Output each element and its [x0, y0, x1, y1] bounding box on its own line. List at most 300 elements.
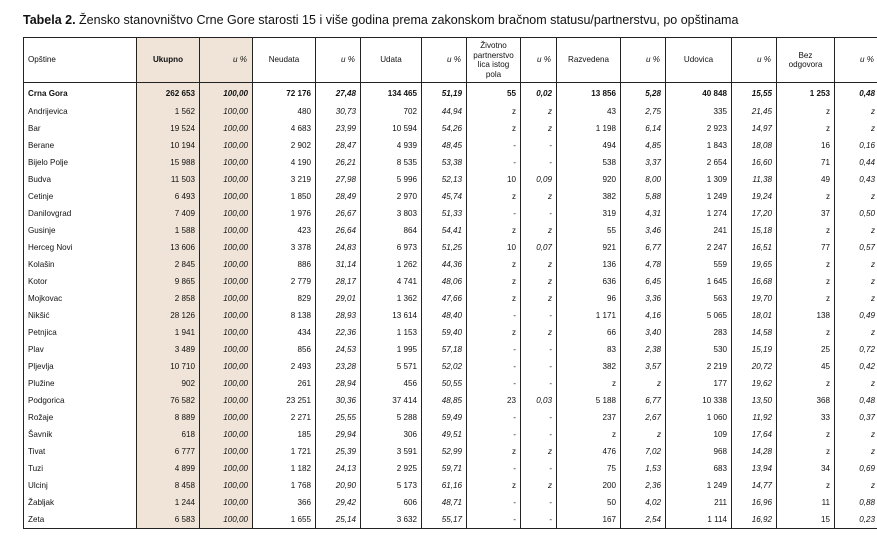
cell-bez-pct: z — [835, 273, 877, 290]
cell-bez-pct: z — [835, 120, 877, 137]
cell-razvedena: 382 — [557, 358, 621, 375]
cell-bez-odgovora: z — [777, 120, 835, 137]
cell-zivotno: - — [467, 137, 521, 154]
cell-razvedena: 921 — [557, 239, 621, 256]
cell-bez-pct: 0,44 — [835, 154, 877, 171]
cell-ukupno: 8 458 — [137, 477, 200, 494]
cell-neudata: 1 721 — [253, 443, 316, 460]
cell-ukupno: 6 777 — [137, 443, 200, 460]
cell-bez-pct: 0,48 — [835, 392, 877, 409]
cell-bez-odgovora: 71 — [777, 154, 835, 171]
cell-bez-pct: z — [835, 222, 877, 239]
cell-razvedena: 636 — [557, 273, 621, 290]
table-row — [24, 120, 877, 137]
cell-ukupno: 28 126 — [137, 307, 200, 324]
cell-udata-pct: 54,41 — [422, 222, 467, 239]
cell-udovica: 2 654 — [666, 154, 732, 171]
table-header-row — [24, 38, 877, 83]
cell-opstina: Kolašin — [24, 256, 137, 273]
table-row — [24, 290, 877, 307]
cell-razvedena-pct: 4,85 — [621, 137, 666, 154]
table-row — [24, 256, 877, 273]
cell-opstina: Tivat — [24, 443, 137, 460]
cell-razvedena: 66 — [557, 324, 621, 341]
cell-neudata-pct: 22,36 — [316, 324, 361, 341]
cell-ukupno-pct: 100,00 — [200, 222, 253, 239]
population-table — [23, 37, 877, 529]
table-row — [24, 358, 877, 375]
cell-opstina: Šavnik — [24, 426, 137, 443]
cell-zivotno: 10 — [467, 171, 521, 188]
cell-zivotno: - — [467, 341, 521, 358]
cell-udata: 1 153 — [361, 324, 422, 341]
cell-opstina: Mojkovac — [24, 290, 137, 307]
zivotno-line-2: partnerstvo — [473, 50, 514, 60]
col-header-udovica-pct: u % — [732, 38, 777, 83]
cell-zivotno-pct: - — [521, 358, 557, 375]
col-header-ukupno-pct: u % — [200, 38, 253, 83]
cell-ukupno: 3 489 — [137, 341, 200, 358]
cell-zivotno: - — [467, 154, 521, 171]
cell-neudata: 1 850 — [253, 188, 316, 205]
cell-udata: 134 465 — [361, 83, 422, 104]
cell-zivotno-pct: - — [521, 154, 557, 171]
cell-neudata: 886 — [253, 256, 316, 273]
cell-ukupno-pct: 100,00 — [200, 83, 253, 104]
cell-opstina: Nikšić — [24, 307, 137, 324]
cell-neudata: 4 190 — [253, 154, 316, 171]
table-row — [24, 426, 877, 443]
cell-razvedena: 382 — [557, 188, 621, 205]
cell-udata: 5 173 — [361, 477, 422, 494]
cell-ukupno-pct: 100,00 — [200, 494, 253, 511]
cell-udata-pct: 55,17 — [422, 511, 467, 529]
table-row — [24, 392, 877, 409]
cell-zivotno-pct: z — [521, 273, 557, 290]
cell-razvedena-pct: z — [621, 375, 666, 392]
cell-zivotno: z — [467, 256, 521, 273]
table-row — [24, 409, 877, 426]
cell-zivotno-pct: 0,02 — [521, 83, 557, 104]
cell-bez-odgovora: z — [777, 290, 835, 307]
cell-razvedena-pct: 6,77 — [621, 392, 666, 409]
cell-udata: 8 535 — [361, 154, 422, 171]
cell-razvedena: 83 — [557, 341, 621, 358]
cell-opstina: Rožaje — [24, 409, 137, 426]
cell-razvedena-pct: 4,02 — [621, 494, 666, 511]
cell-neudata-pct: 28,94 — [316, 375, 361, 392]
cell-udovica: 1 309 — [666, 171, 732, 188]
cell-udata-pct: 51,19 — [422, 83, 467, 104]
cell-zivotno-pct: 0,07 — [521, 239, 557, 256]
cell-razvedena-pct: 6,14 — [621, 120, 666, 137]
cell-neudata: 366 — [253, 494, 316, 511]
cell-udata: 3 803 — [361, 205, 422, 222]
table-number: Tabela 2. — [23, 13, 76, 27]
cell-razvedena: 55 — [557, 222, 621, 239]
col-header-razvedena: Razvedena — [557, 38, 621, 83]
cell-bez-odgovora: 368 — [777, 392, 835, 409]
cell-razvedena-pct: 8,00 — [621, 171, 666, 188]
cell-neudata: 185 — [253, 426, 316, 443]
cell-neudata-pct: 28,17 — [316, 273, 361, 290]
cell-razvedena-pct: 1,53 — [621, 460, 666, 477]
cell-udata-pct: 52,13 — [422, 171, 467, 188]
cell-ukupno-pct: 100,00 — [200, 392, 253, 409]
cell-razvedena: 538 — [557, 154, 621, 171]
table-row — [24, 443, 877, 460]
cell-zivotno: z — [467, 324, 521, 341]
cell-udata-pct: 59,40 — [422, 324, 467, 341]
cell-razvedena-pct: 2,75 — [621, 103, 666, 120]
table-row — [24, 205, 877, 222]
cell-udata: 6 973 — [361, 239, 422, 256]
col-header-udata-pct: u % — [422, 38, 467, 83]
cell-udata: 606 — [361, 494, 422, 511]
cell-udovica: 2 247 — [666, 239, 732, 256]
cell-opstina: Bijelo Polje — [24, 154, 137, 171]
cell-neudata: 1 655 — [253, 511, 316, 529]
table-row — [24, 341, 877, 358]
cell-bez-odgovora: 11 — [777, 494, 835, 511]
col-header-bez-odgovora — [777, 38, 835, 83]
cell-udovica: 1 060 — [666, 409, 732, 426]
cell-ukupno: 1 562 — [137, 103, 200, 120]
cell-neudata-pct: 24,13 — [316, 460, 361, 477]
col-header-neudata-pct: u % — [316, 38, 361, 83]
cell-bez-odgovora: 1 253 — [777, 83, 835, 104]
cell-udovica: 40 848 — [666, 83, 732, 104]
cell-udata: 13 614 — [361, 307, 422, 324]
cell-udata: 4 741 — [361, 273, 422, 290]
cell-razvedena-pct: 3,36 — [621, 290, 666, 307]
cell-neudata-pct: 27,98 — [316, 171, 361, 188]
zivotno-line-1: Životno — [480, 41, 507, 50]
cell-udata: 306 — [361, 426, 422, 443]
cell-zivotno: - — [467, 511, 521, 529]
cell-razvedena: 476 — [557, 443, 621, 460]
cell-razvedena-pct: 2,67 — [621, 409, 666, 426]
cell-udovica-pct: 19,65 — [732, 256, 777, 273]
cell-neudata: 2 779 — [253, 273, 316, 290]
cell-udovica: 563 — [666, 290, 732, 307]
cell-ukupno-pct: 100,00 — [200, 358, 253, 375]
cell-udovica-pct: 13,50 — [732, 392, 777, 409]
cell-bez-odgovora: z — [777, 477, 835, 494]
cell-razvedena: 200 — [557, 477, 621, 494]
cell-udovica: 10 338 — [666, 392, 732, 409]
cell-neudata: 261 — [253, 375, 316, 392]
cell-razvedena: 96 — [557, 290, 621, 307]
cell-ukupno: 11 503 — [137, 171, 200, 188]
cell-zivotno: - — [467, 307, 521, 324]
cell-bez-pct: 0,50 — [835, 205, 877, 222]
cell-udata-pct: 44,94 — [422, 103, 467, 120]
cell-zivotno: 10 — [467, 239, 521, 256]
cell-udovica: 109 — [666, 426, 732, 443]
cell-ukupno-pct: 100,00 — [200, 426, 253, 443]
cell-udata: 1 262 — [361, 256, 422, 273]
cell-udovica-pct: 20,72 — [732, 358, 777, 375]
cell-neudata: 2 902 — [253, 137, 316, 154]
cell-ukupno: 10 710 — [137, 358, 200, 375]
cell-ukupno: 76 582 — [137, 392, 200, 409]
cell-ukupno: 9 865 — [137, 273, 200, 290]
cell-udovica-pct: 15,19 — [732, 341, 777, 358]
cell-neudata-pct: 25,39 — [316, 443, 361, 460]
cell-zivotno: - — [467, 205, 521, 222]
cell-ukupno: 902 — [137, 375, 200, 392]
cell-neudata: 2 493 — [253, 358, 316, 375]
cell-udata-pct: 51,33 — [422, 205, 467, 222]
cell-zivotno-pct: - — [521, 307, 557, 324]
cell-ukupno-pct: 100,00 — [200, 103, 253, 120]
cell-neudata: 72 176 — [253, 83, 316, 104]
cell-zivotno-pct: z — [521, 443, 557, 460]
cell-bez-odgovora: z — [777, 324, 835, 341]
cell-ukupno: 7 409 — [137, 205, 200, 222]
cell-udata: 1 362 — [361, 290, 422, 307]
cell-neudata-pct: 25,14 — [316, 511, 361, 529]
cell-ukupno-pct: 100,00 — [200, 375, 253, 392]
cell-neudata-pct: 29,42 — [316, 494, 361, 511]
cell-ukupno-pct: 100,00 — [200, 307, 253, 324]
cell-opstina: Berane — [24, 137, 137, 154]
cell-bez-odgovora: z — [777, 256, 835, 273]
cell-bez-pct: z — [835, 324, 877, 341]
cell-udata-pct: 59,71 — [422, 460, 467, 477]
cell-udata-pct: 50,55 — [422, 375, 467, 392]
cell-zivotno-pct: - — [521, 460, 557, 477]
cell-razvedena: 1 198 — [557, 120, 621, 137]
cell-razvedena-pct: 3,57 — [621, 358, 666, 375]
cell-bez-odgovora: 138 — [777, 307, 835, 324]
cell-razvedena-pct: 5,88 — [621, 188, 666, 205]
cell-udovica: 211 — [666, 494, 732, 511]
cell-opstina: Plav — [24, 341, 137, 358]
cell-udata: 2 925 — [361, 460, 422, 477]
cell-razvedena: 494 — [557, 137, 621, 154]
cell-razvedena: 75 — [557, 460, 621, 477]
cell-neudata: 23 251 — [253, 392, 316, 409]
cell-bez-pct: z — [835, 477, 877, 494]
cell-bez-pct: z — [835, 290, 877, 307]
cell-razvedena: 136 — [557, 256, 621, 273]
cell-bez-odgovora: 37 — [777, 205, 835, 222]
cell-udovica-pct: 14,28 — [732, 443, 777, 460]
col-header-neudata: Neudata — [253, 38, 316, 83]
cell-razvedena-pct: 5,28 — [621, 83, 666, 104]
cell-udata-pct: 53,38 — [422, 154, 467, 171]
cell-udovica-pct: 14,58 — [732, 324, 777, 341]
cell-bez-odgovora: 25 — [777, 341, 835, 358]
cell-opstina: Tuzi — [24, 460, 137, 477]
cell-ukupno-pct: 100,00 — [200, 511, 253, 529]
col-header-zivotno-pct: u % — [521, 38, 557, 83]
cell-ukupno: 262 653 — [137, 83, 200, 104]
cell-razvedena: 319 — [557, 205, 621, 222]
cell-razvedena-pct: 4,78 — [621, 256, 666, 273]
cell-udovica-pct: 21,45 — [732, 103, 777, 120]
cell-ukupno-pct: 100,00 — [200, 477, 253, 494]
cell-udata-pct: 52,02 — [422, 358, 467, 375]
zivotno-line-4: pola — [485, 69, 502, 79]
cell-zivotno-pct: - — [521, 205, 557, 222]
cell-zivotno-pct: - — [521, 494, 557, 511]
col-header-bez-pct: u % — [835, 38, 877, 83]
cell-razvedena-pct: 4,16 — [621, 307, 666, 324]
table-row — [24, 324, 877, 341]
cell-udata: 864 — [361, 222, 422, 239]
cell-udata-pct: 51,25 — [422, 239, 467, 256]
cell-opstina: Andrijevica — [24, 103, 137, 120]
cell-bez-pct: z — [835, 426, 877, 443]
cell-udata-pct: 47,66 — [422, 290, 467, 307]
cell-ukupno-pct: 100,00 — [200, 137, 253, 154]
cell-udata-pct: 52,99 — [422, 443, 467, 460]
cell-udata-pct: 48,40 — [422, 307, 467, 324]
zivotno-line-3: lica istog — [477, 60, 510, 69]
cell-razvedena-pct: 4,31 — [621, 205, 666, 222]
cell-udovica-pct: 16,51 — [732, 239, 777, 256]
cell-udata: 5 288 — [361, 409, 422, 426]
cell-neudata-pct: 28,47 — [316, 137, 361, 154]
cell-neudata: 434 — [253, 324, 316, 341]
cell-udovica-pct: 19,70 — [732, 290, 777, 307]
cell-ukupno-pct: 100,00 — [200, 290, 253, 307]
cell-udovica: 1 249 — [666, 188, 732, 205]
cell-razvedena-pct: 2,36 — [621, 477, 666, 494]
table-row-total — [24, 83, 877, 104]
cell-zivotno: z — [467, 222, 521, 239]
cell-neudata-pct: 27,48 — [316, 83, 361, 104]
cell-neudata-pct: 28,49 — [316, 188, 361, 205]
cell-neudata-pct: 26,21 — [316, 154, 361, 171]
cell-bez-odgovora: z — [777, 222, 835, 239]
cell-razvedena-pct: 7,02 — [621, 443, 666, 460]
cell-opstina: Ulcinj — [24, 477, 137, 494]
cell-udovica: 335 — [666, 103, 732, 120]
cell-zivotno: z — [467, 477, 521, 494]
cell-udata-pct: 59,49 — [422, 409, 467, 426]
cell-ukupno: 8 889 — [137, 409, 200, 426]
cell-zivotno-pct: - — [521, 341, 557, 358]
cell-neudata-pct: 20,90 — [316, 477, 361, 494]
table-title: Žensko stanovništvo Crne Gore starosti 15 i više godina prema zakonskom bračnom statusu/partnerstvu, po opštinama — [75, 13, 739, 27]
cell-neudata-pct: 24,83 — [316, 239, 361, 256]
cell-opstina: Plužine — [24, 375, 137, 392]
cell-udata-pct: 57,18 — [422, 341, 467, 358]
cell-ukupno: 6 493 — [137, 188, 200, 205]
cell-zivotno-pct: z — [521, 256, 557, 273]
cell-zivotno-pct: z — [521, 477, 557, 494]
table-row — [24, 494, 877, 511]
cell-ukupno-pct: 100,00 — [200, 324, 253, 341]
cell-bez-pct: z — [835, 375, 877, 392]
cell-ukupno-pct: 100,00 — [200, 154, 253, 171]
cell-udata: 5 571 — [361, 358, 422, 375]
cell-udovica-pct: 13,94 — [732, 460, 777, 477]
cell-opstina: Bar — [24, 120, 137, 137]
cell-neudata: 423 — [253, 222, 316, 239]
cell-udovica: 177 — [666, 375, 732, 392]
cell-ukupno: 618 — [137, 426, 200, 443]
table-row — [24, 375, 877, 392]
cell-zivotno: z — [467, 273, 521, 290]
cell-udovica-pct: 15,55 — [732, 83, 777, 104]
cell-udovica-pct: 19,24 — [732, 188, 777, 205]
cell-bez-odgovora: 15 — [777, 511, 835, 529]
cell-razvedena: 167 — [557, 511, 621, 529]
cell-udovica-pct: 11,92 — [732, 409, 777, 426]
cell-ukupno-pct: 100,00 — [200, 443, 253, 460]
cell-bez-pct: 0,43 — [835, 171, 877, 188]
cell-razvedena-pct: 3,46 — [621, 222, 666, 239]
cell-udata-pct: 49,51 — [422, 426, 467, 443]
cell-udovica-pct: 15,18 — [732, 222, 777, 239]
bez-line-1: Bez — [798, 50, 813, 60]
cell-bez-odgovora: 16 — [777, 137, 835, 154]
cell-udovica: 530 — [666, 341, 732, 358]
cell-bez-pct: 0,72 — [835, 341, 877, 358]
cell-opstina: Cetinje — [24, 188, 137, 205]
cell-neudata-pct: 31,14 — [316, 256, 361, 273]
cell-ukupno-pct: 100,00 — [200, 256, 253, 273]
cell-udovica: 559 — [666, 256, 732, 273]
cell-neudata: 3 219 — [253, 171, 316, 188]
cell-udata: 4 939 — [361, 137, 422, 154]
cell-zivotno-pct: - — [521, 511, 557, 529]
cell-udata: 5 996 — [361, 171, 422, 188]
cell-zivotno: - — [467, 494, 521, 511]
cell-udovica-pct: 14,97 — [732, 120, 777, 137]
cell-zivotno-pct: z — [521, 188, 557, 205]
cell-ukupno-pct: 100,00 — [200, 120, 253, 137]
cell-zivotno: - — [467, 375, 521, 392]
cell-bez-pct: 0,48 — [835, 83, 877, 104]
cell-opstina: Budva — [24, 171, 137, 188]
cell-neudata: 3 378 — [253, 239, 316, 256]
cell-neudata: 8 138 — [253, 307, 316, 324]
table-row — [24, 307, 877, 324]
cell-zivotno: z — [467, 188, 521, 205]
cell-neudata: 480 — [253, 103, 316, 120]
cell-udovica-pct: 11,38 — [732, 171, 777, 188]
col-header-ukupno: Ukupno — [137, 38, 200, 83]
cell-neudata: 1 976 — [253, 205, 316, 222]
cell-neudata: 1 182 — [253, 460, 316, 477]
cell-zivotno: 23 — [467, 392, 521, 409]
cell-neudata-pct: 23,99 — [316, 120, 361, 137]
cell-opstina: Crna Gora — [24, 83, 137, 104]
cell-udovica: 241 — [666, 222, 732, 239]
table-body — [24, 83, 877, 529]
cell-opstina: Podgorica — [24, 392, 137, 409]
cell-opstina: Zeta — [24, 511, 137, 529]
cell-bez-odgovora: z — [777, 426, 835, 443]
cell-udata: 3 632 — [361, 511, 422, 529]
cell-neudata-pct: 23,28 — [316, 358, 361, 375]
cell-udovica-pct: 14,77 — [732, 477, 777, 494]
cell-opstina: Pljevlja — [24, 358, 137, 375]
cell-ukupno: 19 524 — [137, 120, 200, 137]
table-row — [24, 239, 877, 256]
cell-zivotno: - — [467, 426, 521, 443]
cell-neudata-pct: 29,01 — [316, 290, 361, 307]
cell-opstina: Danilovgrad — [24, 205, 137, 222]
cell-ukupno-pct: 100,00 — [200, 341, 253, 358]
cell-udovica-pct: 19,62 — [732, 375, 777, 392]
